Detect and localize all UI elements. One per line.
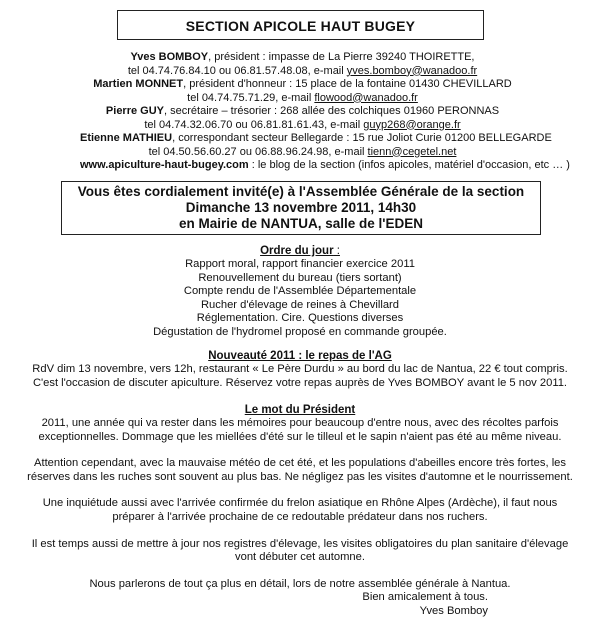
agenda-item: Renouvellement du bureau (tiers sortant) [198, 271, 402, 284]
signature: Yves Bomboy [419, 604, 488, 617]
contact-line [80, 51, 525, 65]
contact-detail: , secrétaire – trésorier : 268 allée des colchiques 01960 PERONNAS [164, 105, 500, 117]
contact-line [80, 146, 525, 160]
invitation-date: Dimanche 13 novembre 2011, 14h30 [185, 200, 417, 215]
news-line: C'est l'occasion de discuter apiculture. Réservez votre repas auprès de Yves BOMBOY avant le 5 nov 2011. [32, 376, 568, 389]
contact-email-link[interactable]: yves.bomboy@wanadoo.fr [346, 64, 478, 77]
invitation-box [61, 181, 541, 235]
closing-line: Bien amicalement à tous. [362, 591, 488, 604]
contact-phone: tel 04.74.76.84.10 ou 06.81.57.48.08, e-mail [127, 64, 347, 77]
agenda-item: Réglementation. Cire. Questions diverses [196, 312, 404, 325]
contacts-block [80, 51, 570, 173]
agenda-item: Rapport moral, rapport financier exercice 2011 [185, 258, 415, 270]
news-heading: Nouveauté 2011 : le repas de l'AG [208, 350, 392, 362]
president-heading: Le mot du Président [244, 404, 356, 416]
agenda-item: Compte rendu de l'Assemblée Départementale [183, 285, 417, 298]
page-title: SECTION APICOLE HAUT BUGEY [185, 18, 416, 34]
contact-detail: , président d'honneur : 15 place de la fontaine 01430 CHEVILLARD [183, 78, 512, 90]
website-link[interactable]: www.apiculture-haut-bugey.com [80, 159, 249, 171]
contact-email-link[interactable]: flowood@wanadoo.fr [314, 91, 418, 104]
invitation-line: Vous êtes cordialement invité(e) à l'Assemblée Générale de la section [77, 184, 525, 199]
president-paragraph: Attention cependant, avec la mauvaise météo de cet été, et les populations d'abeilles encore très fortes, les réserves dans les ruches sont souvent au plus bas. Ne négligez pas les visites d'automne et le nourrissement. [27, 457, 573, 483]
contact-phone: tel 04.50.56.60.27 ou 06.88.96.24.98, e-mail [148, 145, 368, 158]
contact-name: Pierre GUY [105, 105, 165, 117]
news-section [8, 349, 592, 390]
agenda-item: Dégustation de l'hydromel proposé en commande groupée. [153, 325, 447, 338]
contact-name: Etienne MATHIEU [80, 132, 173, 144]
contact-name: Yves BOMBOY [130, 51, 209, 63]
contact-line [80, 92, 525, 106]
website-line [80, 159, 570, 173]
contact-detail: , président : impasse de La Pierre 39240 THOIRETTE, [208, 51, 475, 63]
invitation-location: en Mairie de NANTUA, salle de l'EDEN [178, 216, 424, 231]
president-paragraph: Il est temps aussi de mettre à jour nos registres d'élevage, les visites obligatoires du plan sanitaire d'élevage vont débuter cet automne. [31, 537, 569, 564]
contact-detail: , correspondant secteur Bellegarde : 15 rue Joliot Curie 01200 BELLEGARDE [172, 132, 552, 144]
contact-email-link[interactable]: guyp268@orange.fr [363, 118, 461, 131]
contact-line [80, 105, 525, 119]
president-paragraph: Une inquiétude aussi avec l'arrivée confirmée du frelon asiatique en Rhône Alpes (Ardèche), il faut nous préparer à l'arrivée prochaine de ce redoutable prédateur dans nos ruchers. [42, 497, 558, 523]
president-paragraph: Nous parlerons de tout ça plus en détail, lors de notre assemblée générale à Nantua. [89, 577, 511, 590]
contact-phone: tel 04.74.75.71.29, e-mail [187, 91, 315, 104]
title-box [117, 10, 484, 40]
contact-line [80, 65, 525, 79]
website-description: : le blog de la section (infos apicoles, matériel d'occasion, etc … ) [248, 159, 570, 171]
agenda-item: Rucher d'élevage de reines à Chevillard [200, 298, 400, 311]
contact-phone: tel 04.74.32.06.70 ou 06.81.81.61.43, e-mail [144, 118, 364, 131]
contact-line [80, 132, 552, 146]
agenda-section [8, 244, 592, 340]
contact-email-link[interactable]: tienn@cegetel.net [367, 145, 457, 158]
president-section [8, 403, 592, 619]
president-paragraph: 2011, une année qui va rester dans les mémoires pour beaucoup d'entre nous, avec des récoltes parfois exceptionnelles. Dommage que les miellées d'été sur le tilleul et le sapin n'aient pas été au même niveau. [38, 417, 562, 443]
agenda-heading: Ordre du jour : [260, 245, 340, 257]
contact-line [80, 119, 525, 133]
news-line: RdV dim 13 novembre, vers 12h, restaurant « Le Père Durdu » au bord du lac de Nantua, 22 € tout compris. [32, 363, 568, 375]
contact-line [80, 78, 525, 92]
contact-name: Martien MONNET [93, 78, 184, 90]
